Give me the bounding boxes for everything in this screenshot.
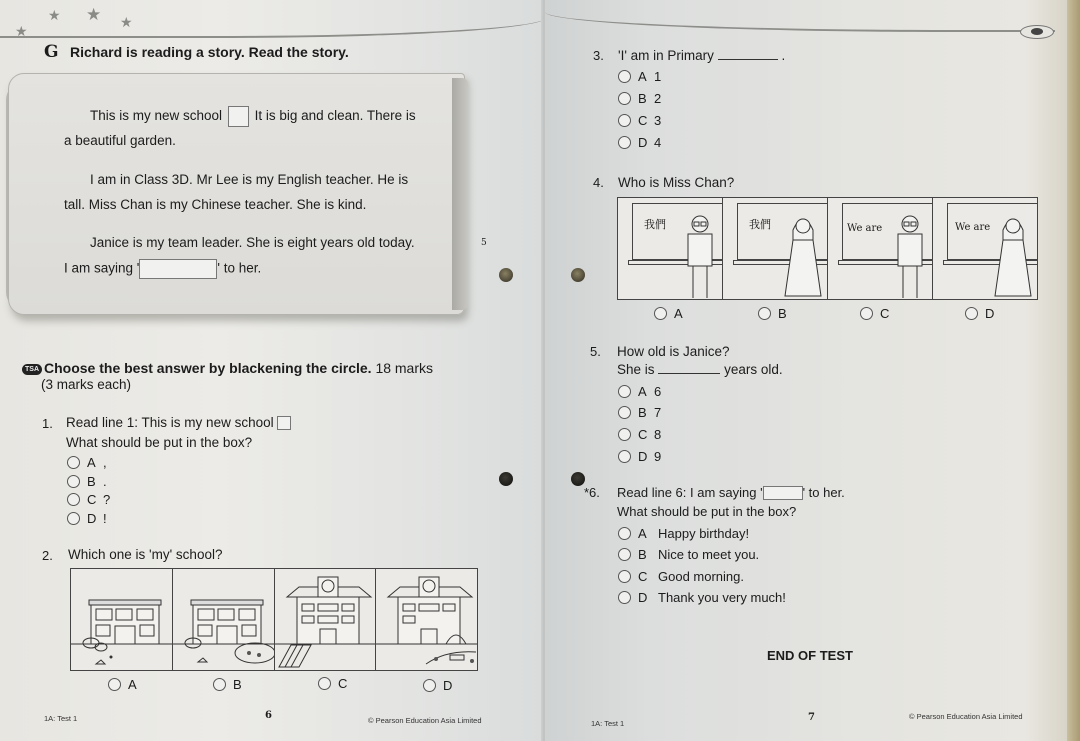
question-number: 2.: [42, 548, 53, 563]
answer-blank: [658, 373, 720, 374]
teacher-picture-d: We are: [933, 198, 1037, 299]
radio-circle[interactable]: [618, 136, 631, 149]
q3-option-b[interactable]: B 2: [618, 91, 661, 106]
q4-option-d[interactable]: D: [965, 306, 994, 321]
answer-box-icon: [277, 416, 291, 430]
binding-hole: [499, 268, 513, 282]
radio-circle[interactable]: [618, 70, 631, 83]
answer-box-icon: [763, 486, 803, 500]
q1-option-c[interactable]: C ?: [67, 492, 110, 507]
radio-circle[interactable]: [67, 493, 80, 506]
q5-option-d[interactable]: D 9: [618, 449, 661, 464]
school-pictures: [70, 568, 478, 671]
header-decoration: [545, 12, 1055, 32]
right-page: [545, 0, 1067, 741]
radio-circle[interactable]: [758, 307, 771, 320]
q4-option-c[interactable]: C: [860, 306, 889, 321]
star-icon: ★: [120, 14, 133, 30]
radio-circle[interactable]: [318, 677, 331, 690]
binding-hole: [571, 268, 585, 282]
story-line-2: a beautiful garden.: [64, 133, 176, 148]
radio-circle[interactable]: [108, 678, 121, 691]
radio-circle[interactable]: [423, 679, 436, 692]
story-line-4: tall. Miss Chan is my Chinese teacher. She is kind.: [64, 197, 367, 212]
book-edge-decoration: [452, 78, 468, 310]
star-icon: ★: [48, 7, 61, 23]
school-picture-b: [173, 569, 275, 670]
radio-circle[interactable]: [618, 548, 631, 561]
question-6-subtext: What should be put in the box?: [617, 504, 797, 519]
q2-option-d[interactable]: D: [423, 678, 452, 693]
story-answer-box-6: [139, 259, 217, 279]
question-number: 5.: [590, 344, 601, 359]
question-number: 4.: [593, 175, 604, 190]
question-number: *6.: [584, 485, 600, 500]
binding-hole: [571, 472, 585, 486]
radio-circle[interactable]: [654, 307, 667, 320]
q4-option-b[interactable]: B: [758, 306, 787, 321]
q2-option-b[interactable]: B: [213, 677, 242, 692]
tsa-badge-icon: TSA: [22, 364, 42, 375]
story-line-1: This is my new school It is big and clean. There is: [90, 106, 416, 127]
radio-circle[interactable]: [618, 527, 631, 540]
question-1-text: Read line 1: This is my new school: [66, 415, 291, 430]
q6-option-d[interactable]: D Thank you very much!: [618, 590, 786, 605]
story-line-5: Janice is my team leader. She is eight years old today.: [90, 235, 415, 250]
page-number: 6: [265, 710, 272, 721]
star-icon: ★: [86, 5, 102, 24]
school-picture-d: [376, 569, 477, 670]
radio-circle[interactable]: [618, 450, 631, 463]
q2-option-a[interactable]: A: [108, 677, 137, 692]
radio-circle[interactable]: [618, 570, 631, 583]
q2-option-c[interactable]: C: [318, 676, 347, 691]
teacher-picture-b: 我們: [723, 198, 828, 299]
header-decoration: [0, 18, 545, 38]
footer-copyright: © Pearson Education Asia Limited: [368, 716, 482, 725]
story-line-3: I am in Class 3D. Mr Lee is my English teacher. He is: [90, 172, 409, 187]
radio-circle[interactable]: [618, 114, 631, 127]
story-answer-box-1: [228, 106, 249, 127]
teacher-picture-c: We are: [828, 198, 933, 299]
question-2-text: Which one is 'my' school?: [68, 547, 223, 562]
q6-option-b[interactable]: B Nice to meet you.: [618, 547, 759, 562]
question-1-subtext: What should be put in the box?: [66, 435, 253, 450]
binding-hole: [499, 472, 513, 486]
page-number: 7: [808, 712, 815, 723]
radio-circle[interactable]: [213, 678, 226, 691]
question-3-text: 'I' am in Primary .: [618, 48, 786, 63]
logo-icon: [1020, 25, 1054, 39]
question-4-text: Who is Miss Chan?: [618, 175, 735, 190]
radio-circle[interactable]: [860, 307, 873, 320]
teacher-pictures: [617, 197, 1038, 300]
q3-option-d[interactable]: D 4: [618, 135, 661, 150]
q5-option-b[interactable]: B 7: [618, 405, 661, 420]
radio-circle[interactable]: [618, 428, 631, 441]
radio-circle[interactable]: [67, 475, 80, 488]
end-of-test: END OF TEST: [767, 648, 853, 663]
q6-option-a[interactable]: A Happy birthday!: [618, 526, 749, 541]
footer-copyright: © Pearson Education Asia Limited: [909, 712, 1023, 721]
page-edge: [1067, 0, 1080, 741]
footer-test-label: 1A: Test 1: [44, 714, 78, 723]
radio-circle[interactable]: [67, 512, 80, 525]
q4-option-a[interactable]: A: [654, 306, 683, 321]
mc-instruction: TSA Choose the best answer by blackening the circle. 18 marks: [22, 360, 433, 376]
school-picture-a: [71, 569, 173, 670]
footer-test-label: 1A: Test 1: [591, 719, 625, 728]
q3-option-c[interactable]: C 3: [618, 113, 661, 128]
radio-circle[interactable]: [618, 385, 631, 398]
question-6-text: Read line 6: I am saying ' ' to her.: [617, 485, 845, 500]
question-number: 3.: [593, 48, 604, 63]
story-line-6: I am saying ' ' to her.: [64, 259, 261, 279]
section-instruction: Richard is reading a story. Read the story.: [70, 44, 349, 60]
radio-circle[interactable]: [618, 591, 631, 604]
radio-circle[interactable]: [618, 92, 631, 105]
question-5-subtext: She is years old.: [617, 362, 783, 377]
q1-option-a[interactable]: A ,: [67, 455, 107, 470]
radio-circle[interactable]: [618, 406, 631, 419]
q3-option-a[interactable]: A 1: [618, 69, 661, 84]
q6-option-c[interactable]: C Good morning.: [618, 569, 744, 584]
q1-option-b[interactable]: B .: [67, 474, 107, 489]
school-picture-c: [275, 569, 377, 670]
teacher-picture-a: 我們: [618, 198, 723, 299]
line-number-marker: 5: [481, 238, 487, 248]
radio-circle[interactable]: [67, 456, 80, 469]
q1-option-d[interactable]: D !: [67, 511, 107, 526]
q5-option-c[interactable]: C 8: [618, 427, 661, 442]
q5-option-a[interactable]: A 6: [618, 384, 661, 399]
answer-blank: [718, 59, 778, 60]
question-5-text: How old is Janice?: [617, 344, 730, 359]
question-number: 1.: [42, 416, 53, 431]
section-letter: G: [44, 42, 59, 62]
marks-each: (3 marks each): [41, 377, 132, 392]
star-icon: ★: [15, 23, 28, 39]
radio-circle[interactable]: [965, 307, 978, 320]
